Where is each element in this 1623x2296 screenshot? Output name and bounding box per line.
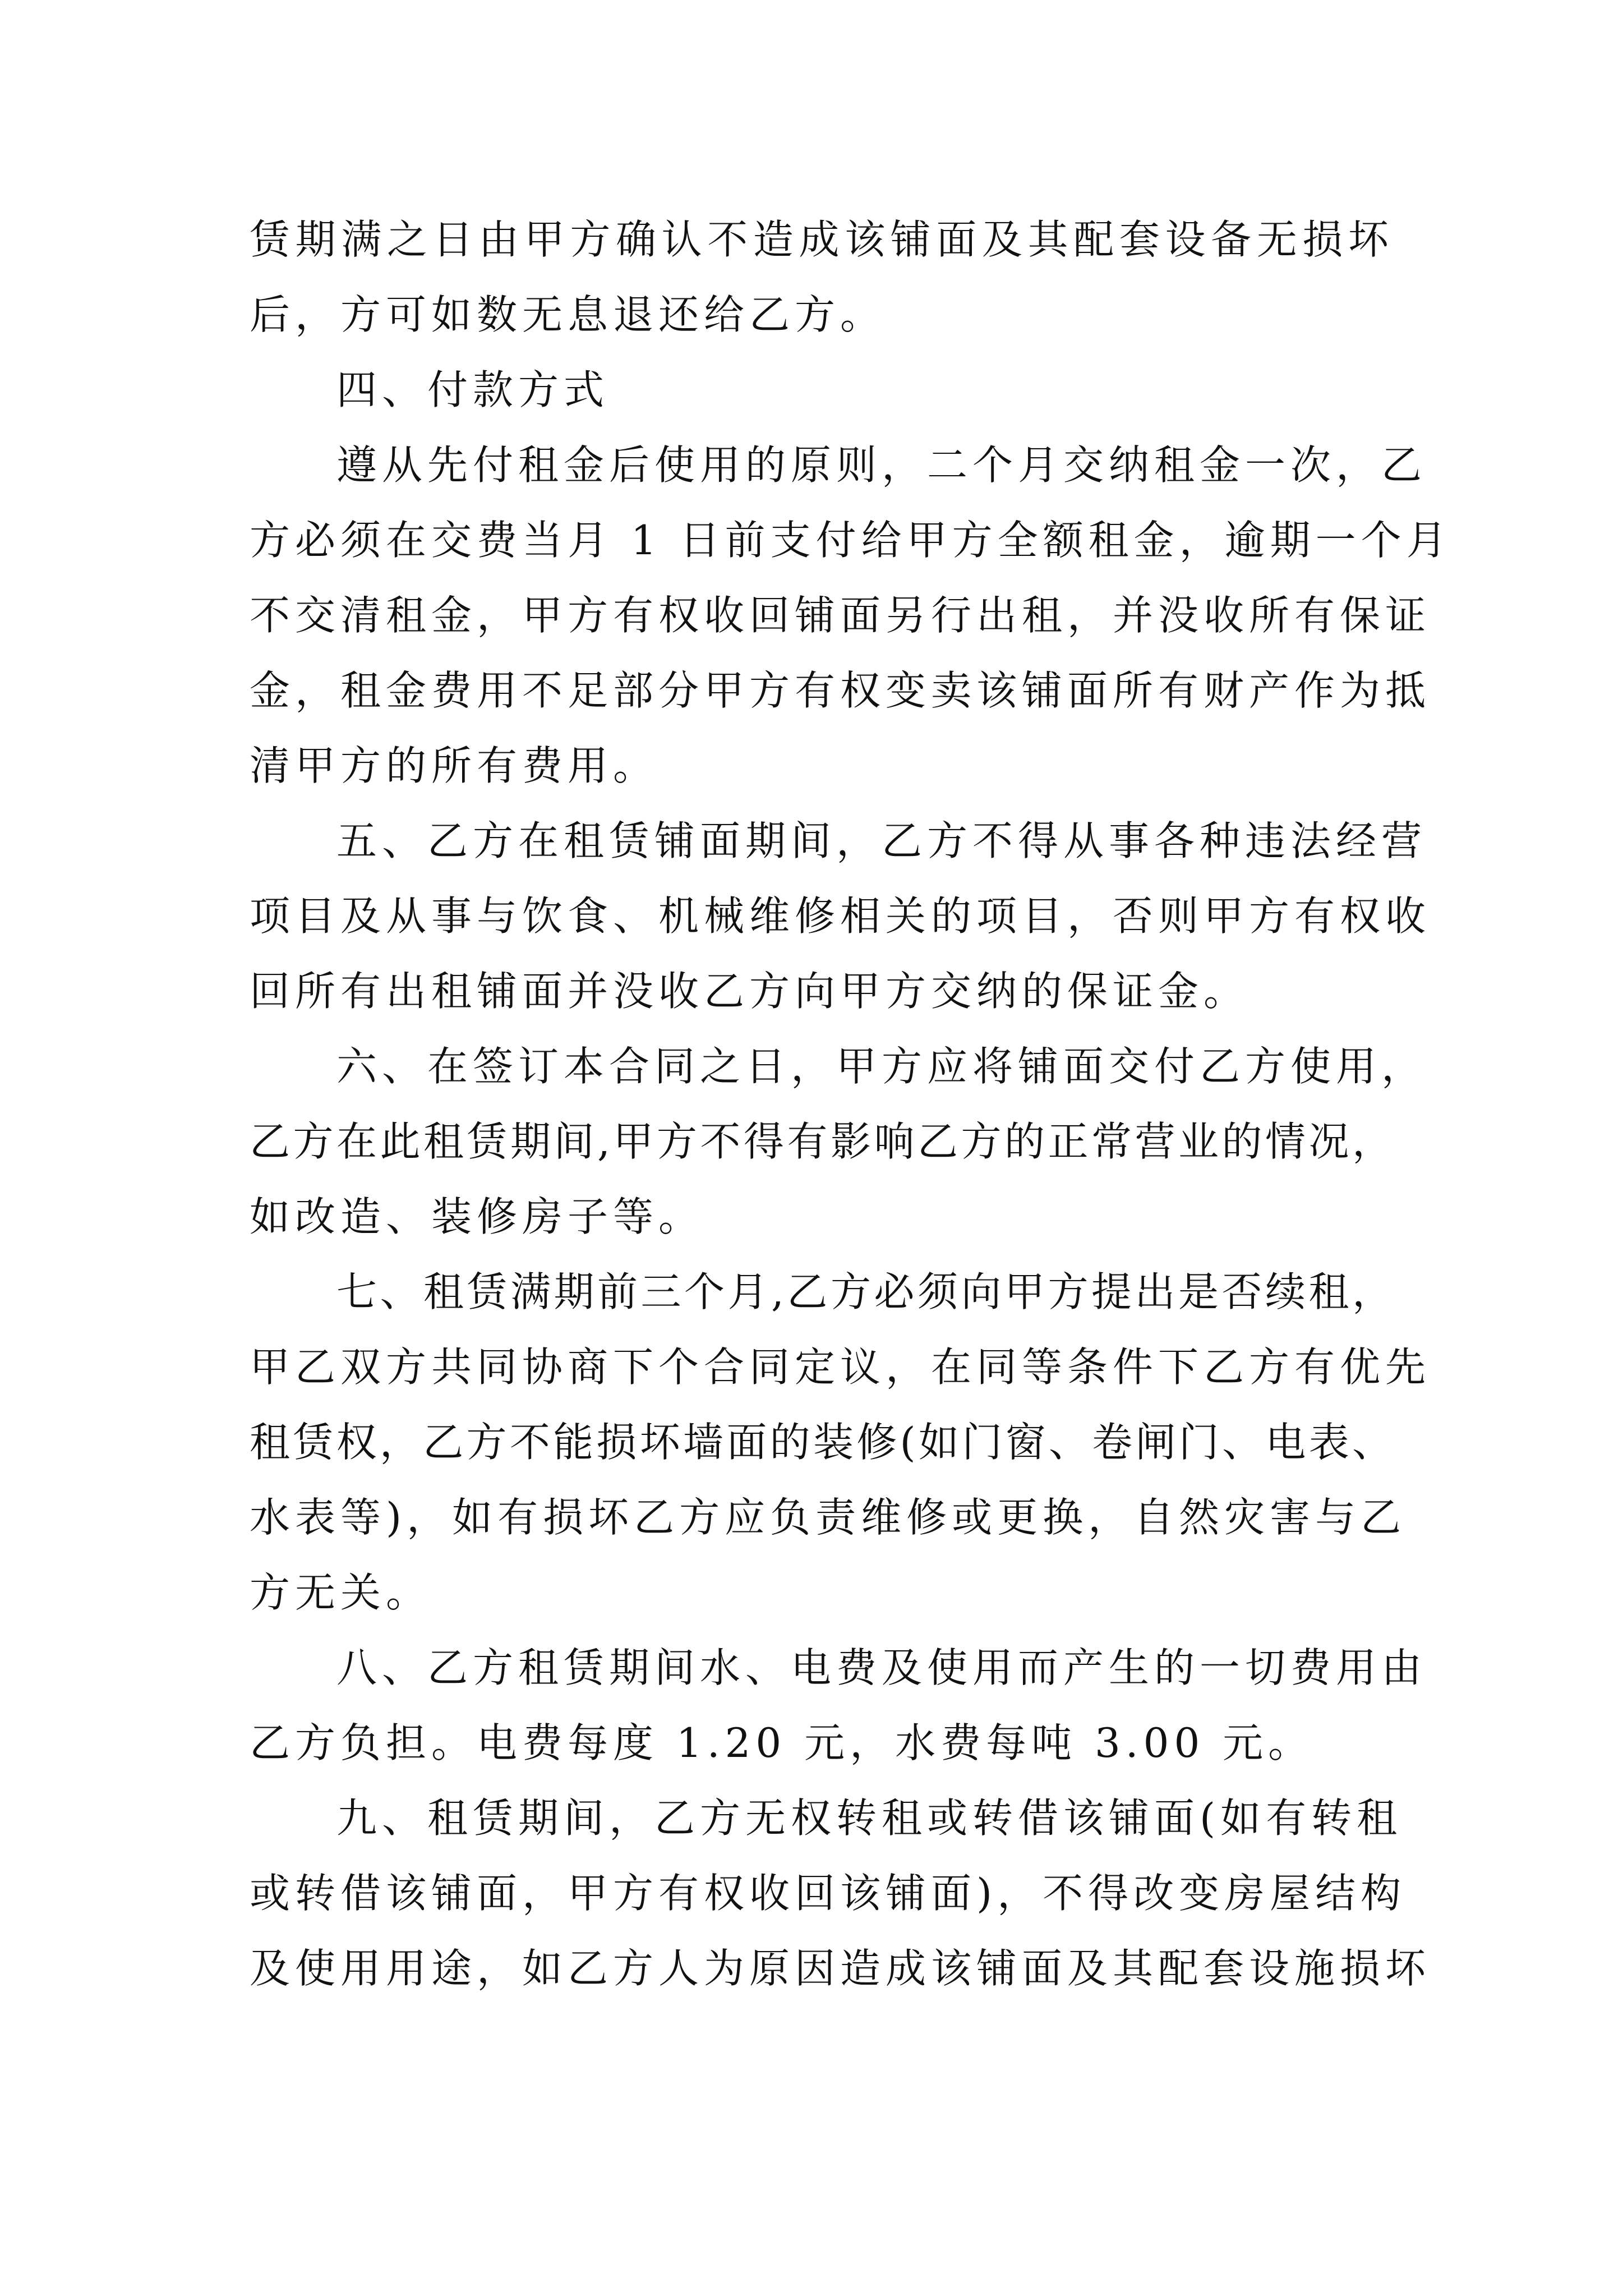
text-line: 后，方可如数无息退还给乙方。 [250, 291, 886, 338]
text-line: 遵从先付租金后使用的原则，二个月交纳租金一次，乙 [336, 441, 1427, 489]
text-line: 项目及从事与饮食、机械维修相关的项目，否则甲方有权收 [250, 892, 1431, 940]
text-line: 或转借该铺面，甲方有权收回该铺面)，不得改变房屋结构 [250, 1870, 1407, 1917]
text-line: 赁期满之日由甲方确认不造成该铺面及其配套设备无损坏 [250, 216, 1394, 263]
text-line: 七、租赁满期前三个月,乙方必须向甲方提出是否续租， [336, 1268, 1394, 1315]
section-heading: 四、付款方式 [336, 366, 610, 413]
text-line: 不交清租金，甲方有权收回铺面另行出租，并没收所有保证 [250, 592, 1431, 639]
text-line: 乙方在此租赁期间,甲方不得有影响乙方的正常营业的情况， [250, 1118, 1394, 1165]
text-line: 清甲方的所有费用。 [250, 742, 659, 789]
contract-text [250, 202, 1452, 2006]
text-line: 甲乙双方共同协商下个合同定议，在同等条件下乙方有优先 [250, 1343, 1431, 1391]
text-line: 及使用用途，如乙方人为原因造成该铺面及其配套设施损坏 [250, 1945, 1431, 1992]
text-line: 水表等)，如有损坏乙方应负责维修或更换，自然灾害与乙 [250, 1494, 1407, 1541]
text-line: 八、乙方租赁期间水、电费及使用而产生的一切费用由 [336, 1644, 1427, 1691]
text-line: 方无关。 [250, 1569, 432, 1616]
text-line: 五、乙方在租赁铺面期间，乙方不得从事各种违法经营 [336, 817, 1427, 864]
text-line: 租赁权，乙方不能损坏墙面的装修(如门窗、卷闸门、电表、 [250, 1419, 1394, 1466]
text-line: 六、在签订本合同之日，甲方应将铺面交付乙方使用， [336, 1043, 1427, 1090]
text-line: 乙方负担。电费每度 1.20 元，水费每吨 3.00 元。 [250, 1719, 1314, 1766]
text-line: 九、租赁期间，乙方无权转租或转借该铺面(如有转租 [336, 1795, 1403, 1842]
text-line: 方必须在交费当月 1 日前支付给甲方全额租金，逾期一个月 [250, 517, 1452, 564]
text-line: 回所有出租铺面并没收乙方向甲方交纳的保证金。 [250, 968, 1249, 1015]
text-line: 金，租金费用不足部分甲方有权变卖该铺面所有财产作为抵 [250, 667, 1431, 714]
text-line: 如改造、装修房子等。 [250, 1193, 704, 1240]
